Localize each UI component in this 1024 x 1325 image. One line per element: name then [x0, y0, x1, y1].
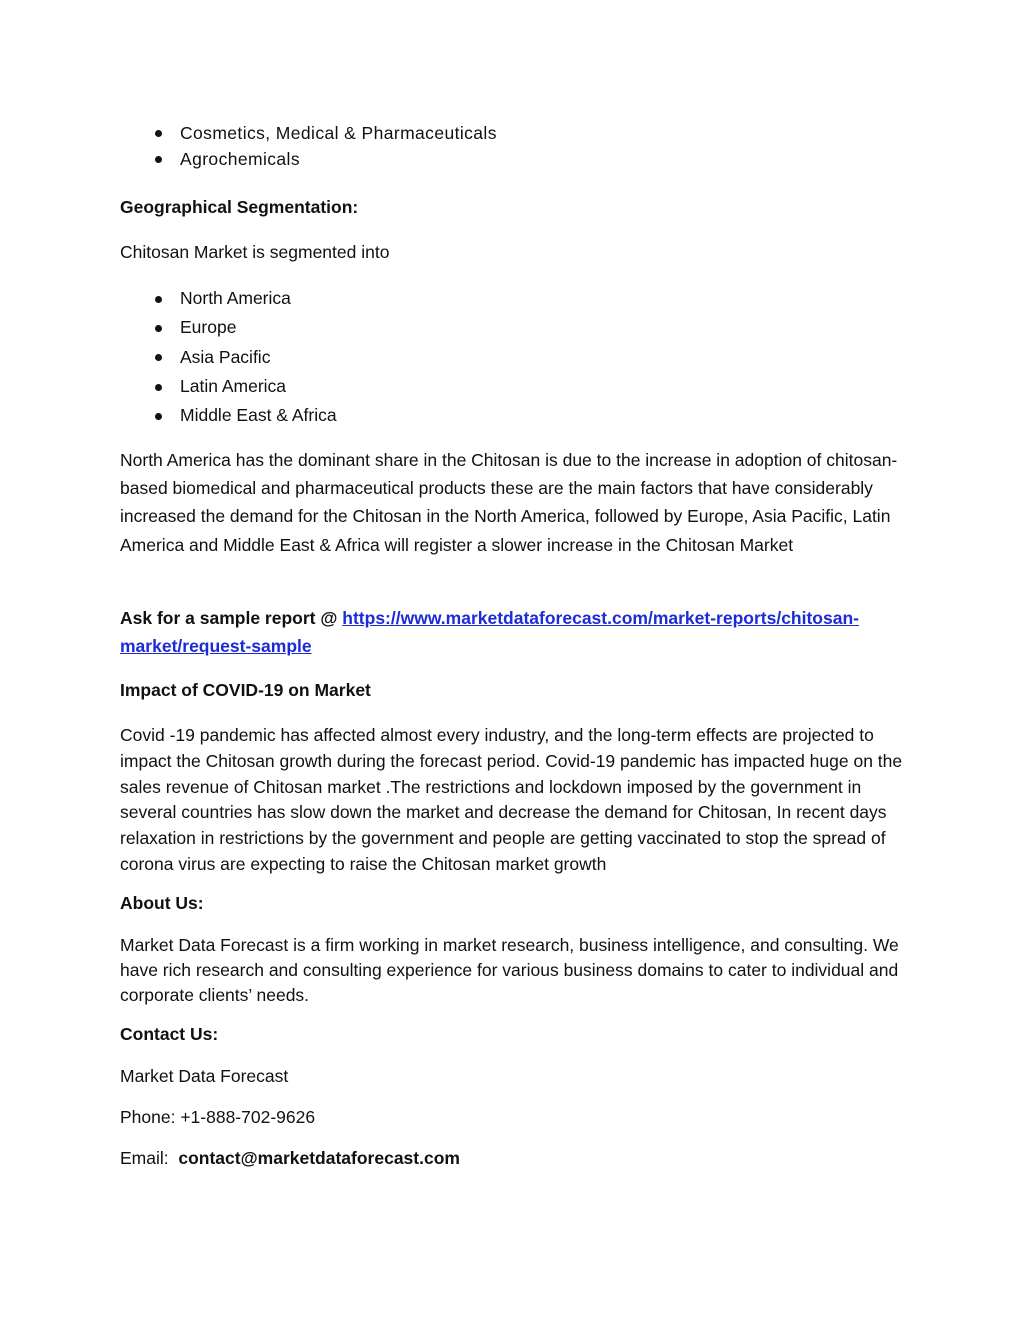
list-item-label: Agrochemicals: [180, 149, 300, 169]
contact-email-line: [120, 1148, 460, 1169]
region-list: [120, 284, 337, 430]
contact-company: Market Data Forecast: [120, 1066, 289, 1086]
sample-label: Ask for a sample report @: [120, 608, 343, 628]
about-heading: About Us:: [120, 893, 204, 913]
bullet-icon: [155, 156, 162, 163]
list-item: [120, 284, 337, 313]
contact-phone: Phone: +1-888-702-9626: [120, 1107, 316, 1127]
region-label: Latin America: [180, 375, 287, 396]
list-item: [120, 313, 337, 342]
sample-request: [120, 604, 910, 660]
bullet-icon: [155, 384, 162, 391]
geo-intro: Chitosan Market is segmented into: [120, 242, 390, 262]
list-item: [120, 343, 337, 372]
email-label: Email:: [120, 1148, 179, 1168]
contact-heading: Contact Us:: [120, 1024, 219, 1044]
covid-paragraph: Covid -19 pandemic has affected almost every industry, and the long-term effects are projected to impact the Chitosan growth during the forecast period. Covid-19 pandemic has impacted huge on the sales revenue of Chitosan market .The restrictions and lockdown imposed by the government in several countries has slow down the market and decrease the demand for Chitosan, In recent days relaxation in restrictions by the government and people are getting vaccinated to stop the spread of corona virus are expecting to raise the Chitosan market growth: [120, 725, 903, 874]
bullet-icon: [155, 130, 162, 137]
list-item: [120, 372, 337, 401]
bullet-icon: [155, 325, 162, 332]
region-label: North America: [180, 288, 291, 308]
bullet-icon: [155, 413, 162, 420]
geo-heading: Geographical Segmentation:: [120, 197, 359, 217]
list-item: [120, 120, 497, 146]
region-label: Middle East & Africa: [180, 405, 337, 426]
contact-email[interactable]: contact@marketdataforecast.com: [178, 1148, 460, 1168]
list-item: [120, 401, 337, 430]
sample-report-link[interactable]: https://www.marketdataforecast.com/market-reports/chitosan-market/request-sample: [120, 608, 859, 657]
geo-paragraph: North America has the dominant share in the Chitosan is due to the increase in adoption of chitosan-based biomedical and pharmaceutical products these are the main factors that have considerably increased the demand for the Chitosan in the North America, followed by Europe, Asia Pacific, Latin America and Middle East & Africa will register a slower increase in the Chitosan Market: [120, 450, 898, 555]
bullet-icon: [155, 354, 162, 361]
region-label: Europe: [180, 317, 237, 338]
list-item-label: Cosmetics, Medical & Pharmaceuticals: [180, 123, 497, 143]
region-label: Asia Pacific: [180, 346, 271, 367]
application-list: [120, 120, 497, 172]
covid-heading: Impact of COVID-19 on Market: [120, 680, 371, 700]
bullet-icon: [155, 296, 162, 303]
about-paragraph: Market Data Forecast is a firm working in market research, business intelligence, and consulting. We have rich research and consulting experience for various business domains to cater to individual and corporate clients’ needs.: [120, 935, 899, 1005]
list-item: [120, 146, 497, 172]
